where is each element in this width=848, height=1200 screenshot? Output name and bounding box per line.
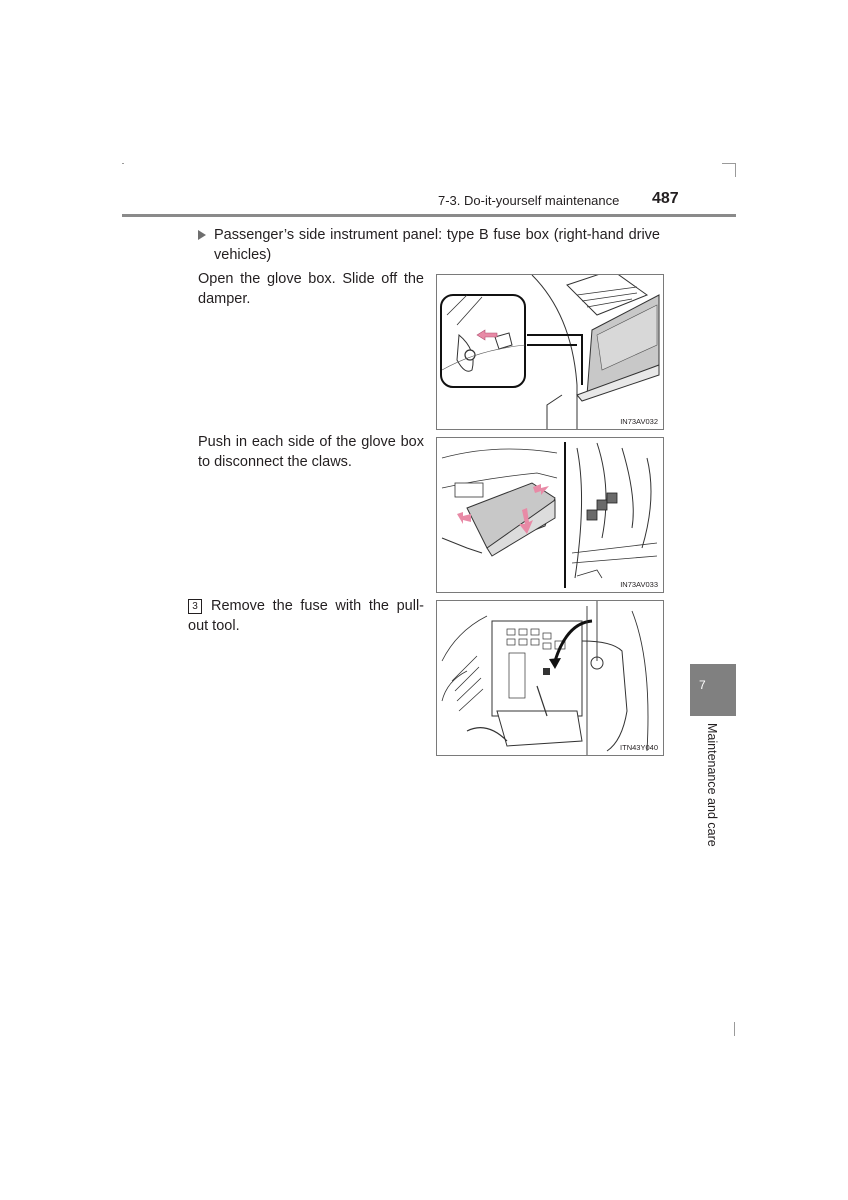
step-number-badge: 3	[188, 599, 202, 614]
step-2-text: Push in each side of the glove box to disconnect the claws.	[198, 434, 424, 470]
figure-fuse-removal	[436, 600, 664, 756]
crop-mark-top-left	[122, 163, 124, 164]
page-number: 487	[652, 190, 679, 207]
triangle-bullet-icon	[198, 230, 206, 240]
figure-glove-box-claws	[436, 437, 664, 593]
chapter-number: 7	[699, 678, 706, 692]
crop-mark-top-right-h	[722, 163, 736, 164]
glove-box-damper-illustration	[437, 275, 663, 429]
glove-box-claws-illustration	[437, 438, 663, 592]
crop-mark-bottom-right	[734, 1022, 735, 1036]
crop-mark-top-right-v	[735, 163, 736, 177]
fuse-box-illustration	[437, 601, 663, 755]
step-1-text: Open the glove box. Slide off the damper.	[198, 271, 424, 307]
figure-code: IN73AV033	[620, 580, 658, 589]
bullet-text: Passenger’s side instrument panel: type B fuse box (right-hand drive vehicles)	[214, 227, 660, 263]
header-rule	[122, 214, 736, 217]
chapter-title: Maintenance and care	[705, 723, 719, 847]
figure-damper	[436, 274, 664, 430]
section-title: 7-3. Do-it-yourself maintenance	[438, 193, 620, 208]
figure-code: ITN43Y040	[620, 743, 658, 752]
figure-code: IN73AV032	[620, 417, 658, 426]
chapter-tab	[690, 664, 736, 716]
step-3-text	[188, 596, 424, 636]
step-3-label: Remove the fuse with the pull-out tool.	[188, 598, 424, 634]
bullet-heading	[198, 225, 660, 265]
